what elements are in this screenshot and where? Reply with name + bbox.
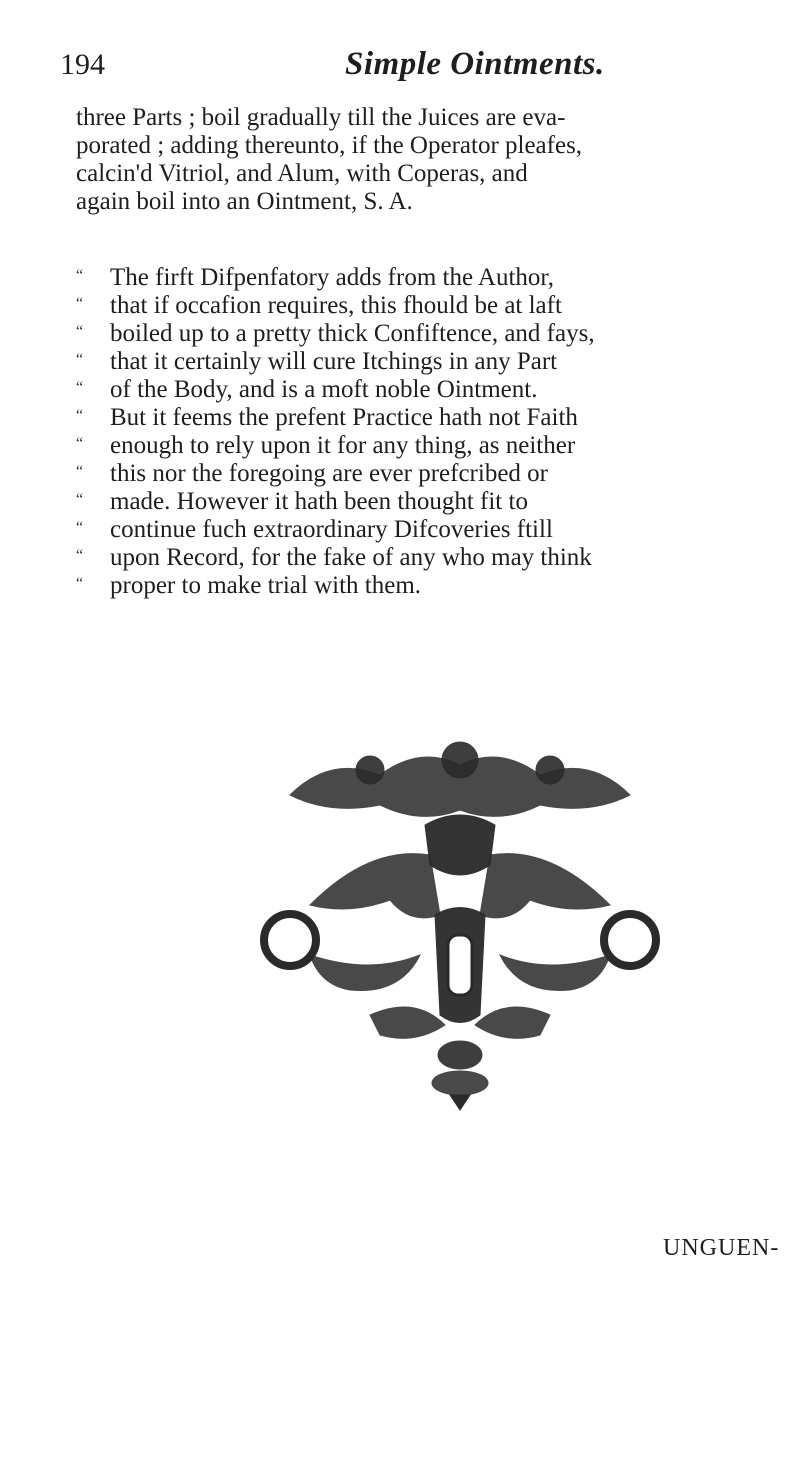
quote-mark: “ (76, 267, 84, 284)
quoted-line-text: upon Record, for the fake of any who may think (110, 544, 592, 571)
page-header (60, 40, 760, 100)
quote-mark: “ (76, 407, 84, 424)
quote-mark: “ (76, 575, 84, 592)
quote-mark: “ (76, 379, 84, 396)
quoted-line-text: that it certainly will cure Itchings in any Part (110, 348, 558, 375)
text-line: porated ; adding thereunto, if the Operator pleafes, (76, 132, 583, 159)
quoted-line (76, 432, 766, 460)
paragraph-continuation (76, 104, 766, 216)
tailpiece-ornament-graphic (250, 715, 670, 1115)
quoted-line-text: continue fuch extraordinary Difcoveries ftill (110, 516, 553, 543)
quoted-line (76, 544, 766, 572)
quoted-line (76, 376, 766, 404)
quoted-line (76, 572, 766, 600)
text-line: three Parts ; boil gradually till the Juices are eva- (76, 104, 566, 131)
quote-mark: “ (76, 435, 84, 452)
catchword: UNGUEN- (663, 1235, 780, 1261)
quoted-line-text: of the Body, and is a moft noble Ointment. (110, 376, 538, 403)
quoted-line-text: that if occafion requires, this fhould be at laft (110, 292, 562, 319)
quote-mark: “ (76, 295, 84, 312)
quoted-line (76, 488, 766, 516)
quoted-paragraph (76, 264, 766, 600)
quote-mark: “ (76, 463, 84, 480)
quoted-line (76, 292, 766, 320)
quote-mark: “ (76, 547, 84, 564)
text-line: again boil into an Ointment, S. A. (76, 188, 413, 215)
quoted-line (76, 404, 766, 432)
quoted-line-text: proper to make trial with them. (110, 572, 422, 599)
quoted-line (76, 264, 766, 292)
quoted-line-text: this nor the foregoing are ever prefcribed or (110, 460, 549, 487)
text-line: calcin'd Vitriol, and Alum, with Coperas, and (76, 160, 528, 187)
quoted-line-text: The firft Difpenfatory adds from the Author, (110, 264, 555, 291)
quote-mark: “ (76, 519, 84, 536)
quoted-line-text: boiled up to a pretty thick Confiftence, and fays, (110, 320, 595, 347)
quoted-line-text: enough to rely upon it for any thing, as neither (110, 432, 576, 459)
quote-mark: “ (76, 351, 84, 368)
quoted-line (76, 460, 766, 488)
page-number: 194 (60, 48, 105, 81)
quote-mark: “ (76, 491, 84, 508)
quoted-line (76, 348, 766, 376)
running-head: Simple Ointments. (345, 46, 605, 82)
quoted-line (76, 516, 766, 544)
quoted-line-text: made. However it hath been thought fit to (110, 488, 528, 515)
quoted-line-text: But it feems the prefent Practice hath not Faith (110, 404, 578, 431)
decorative-tailpiece-icon (250, 715, 670, 1115)
quoted-line (76, 320, 766, 348)
quote-mark: “ (76, 323, 84, 340)
